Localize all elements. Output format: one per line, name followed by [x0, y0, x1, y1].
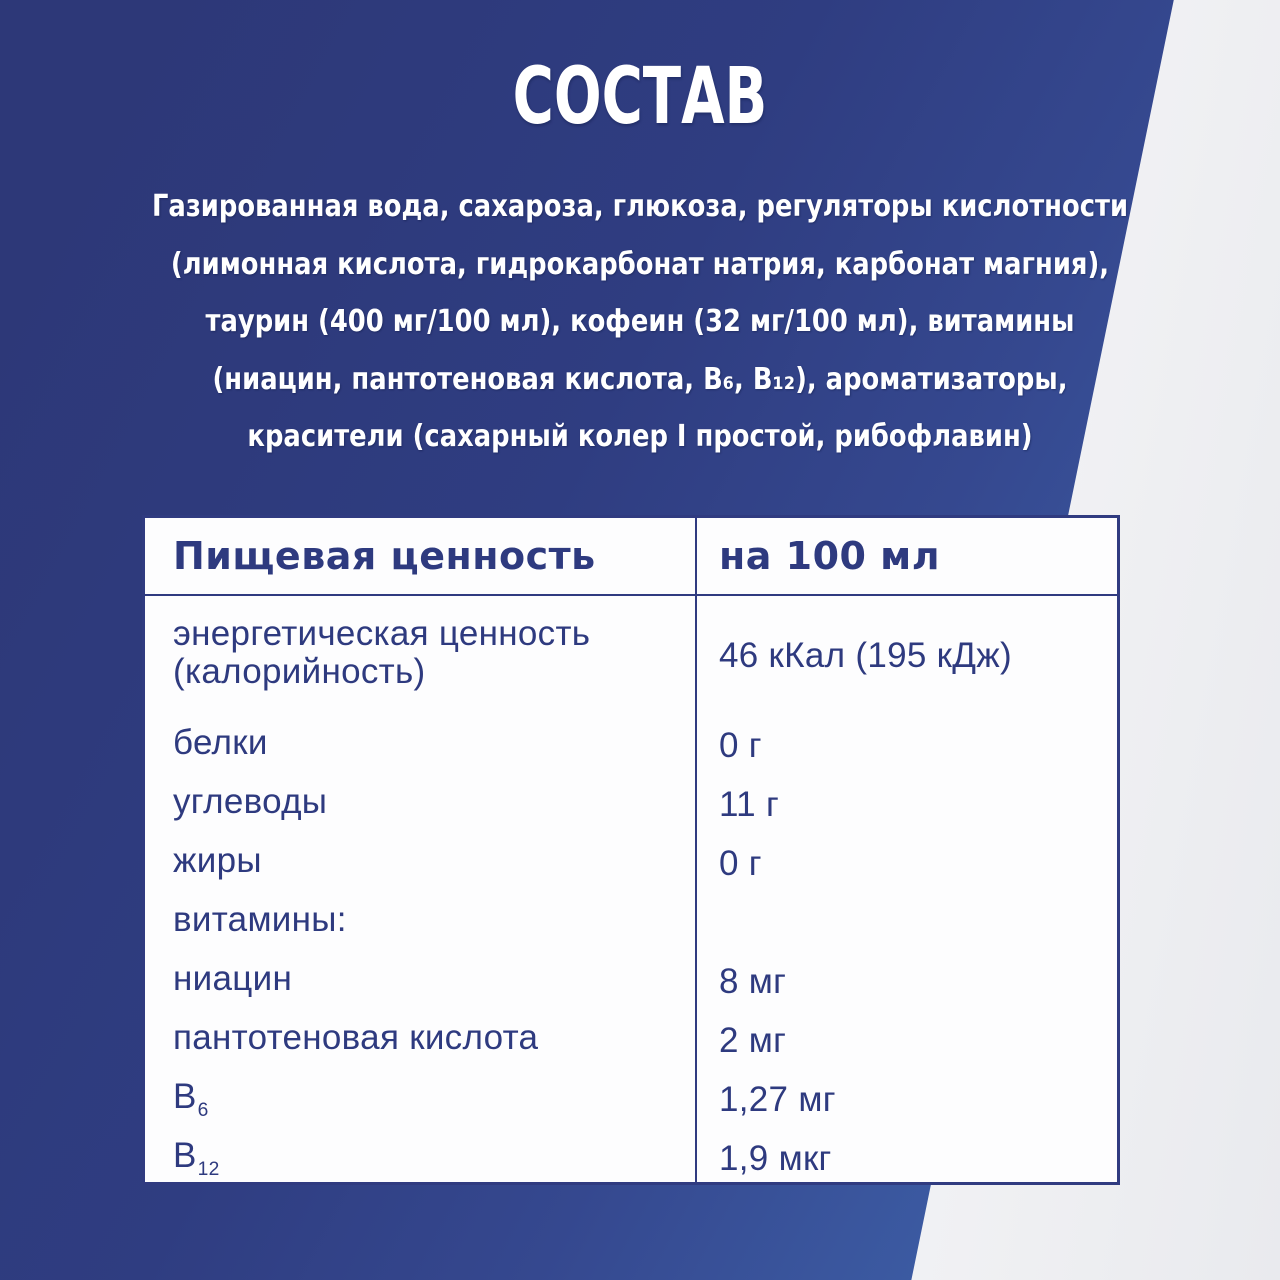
row-label: витамины: [173, 899, 347, 939]
table-row [145, 1011, 1117, 1070]
composition-title: СОСТАВ [512, 52, 768, 142]
ingredient-line: (ниацин, пантотеновая кислота, B₆, B₁₂), ароматизаторы, [212, 361, 1068, 397]
row-label: углеводы [173, 781, 328, 821]
table-row [145, 1129, 1117, 1188]
row-value: 0 г [719, 725, 762, 765]
table-row [145, 775, 1117, 834]
ingredient-line: (лимонная кислота, гидрокарбонат натрия, карбонат магния), [170, 246, 1110, 282]
header-nutrition-facts: Пищевая ценность [173, 534, 596, 578]
ingredients-paragraph [90, 178, 1191, 466]
row-label: жиры [173, 840, 262, 880]
row-label: $B_6$ [173, 1076, 209, 1122]
header-per-100ml: на 100 мл [719, 534, 941, 578]
table-row [145, 893, 1117, 952]
row-label: белки [173, 722, 268, 762]
ingredient-line: Газированная вода, сахароза, глюкоза, регуляторы кислотности [151, 189, 1129, 224]
row-value: 0 г [719, 843, 762, 883]
table-row [145, 1070, 1117, 1129]
ingredient-line: красители (сахарный колер I простой, рибофлавин) [247, 419, 1033, 454]
table-row [145, 834, 1117, 893]
table-header-row [145, 518, 1117, 596]
row-label: ниацин [173, 958, 293, 998]
row-value: 1,27 мг [719, 1079, 836, 1119]
nutrition-table [142, 515, 1120, 1185]
table-column-divider [695, 518, 697, 1182]
row-value: 2 мг [719, 1020, 787, 1060]
row-label-subscript: 6 [197, 1100, 209, 1122]
row-label: $B_{12}$ [173, 1135, 220, 1181]
row-label: энергетическая ценность (калорийность) [173, 613, 591, 692]
row-value: 46 кКал (195 кДж) [719, 636, 1012, 675]
row-value: 1,9 мкг [719, 1138, 832, 1178]
table-row [145, 716, 1117, 775]
row-value: 8 мг [719, 961, 787, 1001]
row-label: пантотеновая кислота [173, 1017, 539, 1057]
ingredient-line: таурин (400 мг/100 мл), кофеин (32 мг/100 мл), витамины [205, 304, 1075, 339]
table-row [145, 952, 1117, 1011]
row-label-subscript: 12 [197, 1159, 220, 1181]
row-value: 11 г [719, 784, 780, 824]
table-row [145, 596, 1117, 716]
